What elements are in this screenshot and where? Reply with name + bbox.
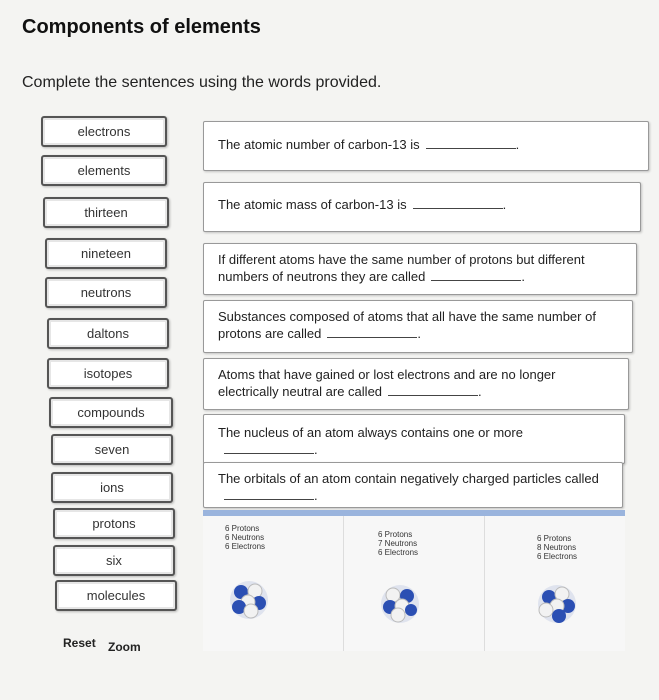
page-title: Components of elements: [22, 16, 261, 38]
sentence-punct: .: [478, 384, 482, 399]
atom-label-2: 6 Protons 7 Neutrons 6 Electrons: [378, 530, 419, 557]
sentence-box-1: [203, 121, 649, 171]
word-chip-elements[interactable]: elements: [41, 155, 167, 186]
sentence-box-4: [203, 300, 633, 353]
atom-column-2: [344, 516, 485, 651]
sentence-box-2: [203, 182, 641, 232]
carbon-13-nucleus-icon: [380, 584, 420, 624]
atom-label-3: 6 Protons 8 Neutrons 6 Electrons: [537, 534, 578, 561]
word-chip-seven[interactable]: seven: [51, 434, 173, 465]
answer-drop-zone[interactable]: [431, 268, 521, 281]
answer-drop-zone[interactable]: [224, 441, 314, 454]
word-chip-nineteen[interactable]: nineteen: [45, 238, 167, 269]
sentence-text: The atomic number of carbon-13 is: [218, 137, 420, 152]
atom-column-3: [485, 516, 625, 651]
sentence-punct: .: [521, 269, 526, 284]
word-chip-ions[interactable]: ions: [51, 472, 173, 503]
word-chip-neutrons[interactable]: neutrons: [45, 277, 167, 308]
zoom-button[interactable]: Zoom: [108, 640, 141, 654]
sentence-box-6: [203, 414, 625, 464]
sentence-box-7: [203, 462, 623, 508]
word-chip-protons[interactable]: protons: [53, 508, 175, 539]
sentence-text: The orbitals of an atom contain negatively charged particles called: [218, 471, 599, 486]
word-chip-daltons[interactable]: daltons: [47, 318, 169, 349]
atom-label-1: 6 Protons 6 Neutrons 6 Electrons: [225, 524, 266, 551]
word-chip-thirteen[interactable]: thirteen: [43, 197, 169, 228]
sentence-punct: .: [417, 326, 421, 341]
sentence-text: Substances composed of atoms that all have the same number of protons are called: [218, 309, 596, 341]
answer-drop-zone[interactable]: [413, 196, 503, 209]
sentence-punct: .: [314, 488, 318, 503]
answer-drop-zone[interactable]: [426, 136, 516, 149]
carbon-14-nucleus-icon: [537, 584, 577, 624]
sentence-text: The atomic mass of carbon-13 is: [218, 197, 407, 212]
sentence-text: Atoms that have gained or lost electrons and are no longer electrically neutral are called: [218, 367, 556, 399]
sentence-punct: .: [314, 442, 318, 457]
word-chip-electrons[interactable]: electrons: [41, 116, 167, 147]
carbon-12-nucleus-icon: [229, 580, 269, 620]
answer-drop-zone[interactable]: [388, 383, 478, 396]
sentence-text: The nucleus of an atom always contains one or more: [218, 425, 523, 440]
atom-column-1: [203, 516, 344, 651]
atom-panel: [203, 510, 625, 651]
word-chip-compounds[interactable]: compounds: [49, 397, 173, 428]
sentence-punct: .: [515, 137, 520, 152]
answer-drop-zone[interactable]: [327, 325, 417, 338]
instructions: Complete the sentences using the words provided.: [22, 74, 382, 91]
sentence-text: If different atoms have the same number of protons but different numbers of neutrons they are called: [218, 252, 585, 284]
sentence-box-3: [203, 243, 637, 295]
reset-button[interactable]: Reset: [63, 636, 96, 650]
answer-drop-zone[interactable]: [224, 487, 314, 500]
word-chip-six[interactable]: six: [53, 545, 175, 576]
word-chip-isotopes[interactable]: isotopes: [47, 358, 169, 389]
word-chip-molecules[interactable]: molecules: [55, 580, 177, 611]
sentence-punct: .: [502, 197, 507, 212]
sentence-box-5: [203, 358, 629, 410]
